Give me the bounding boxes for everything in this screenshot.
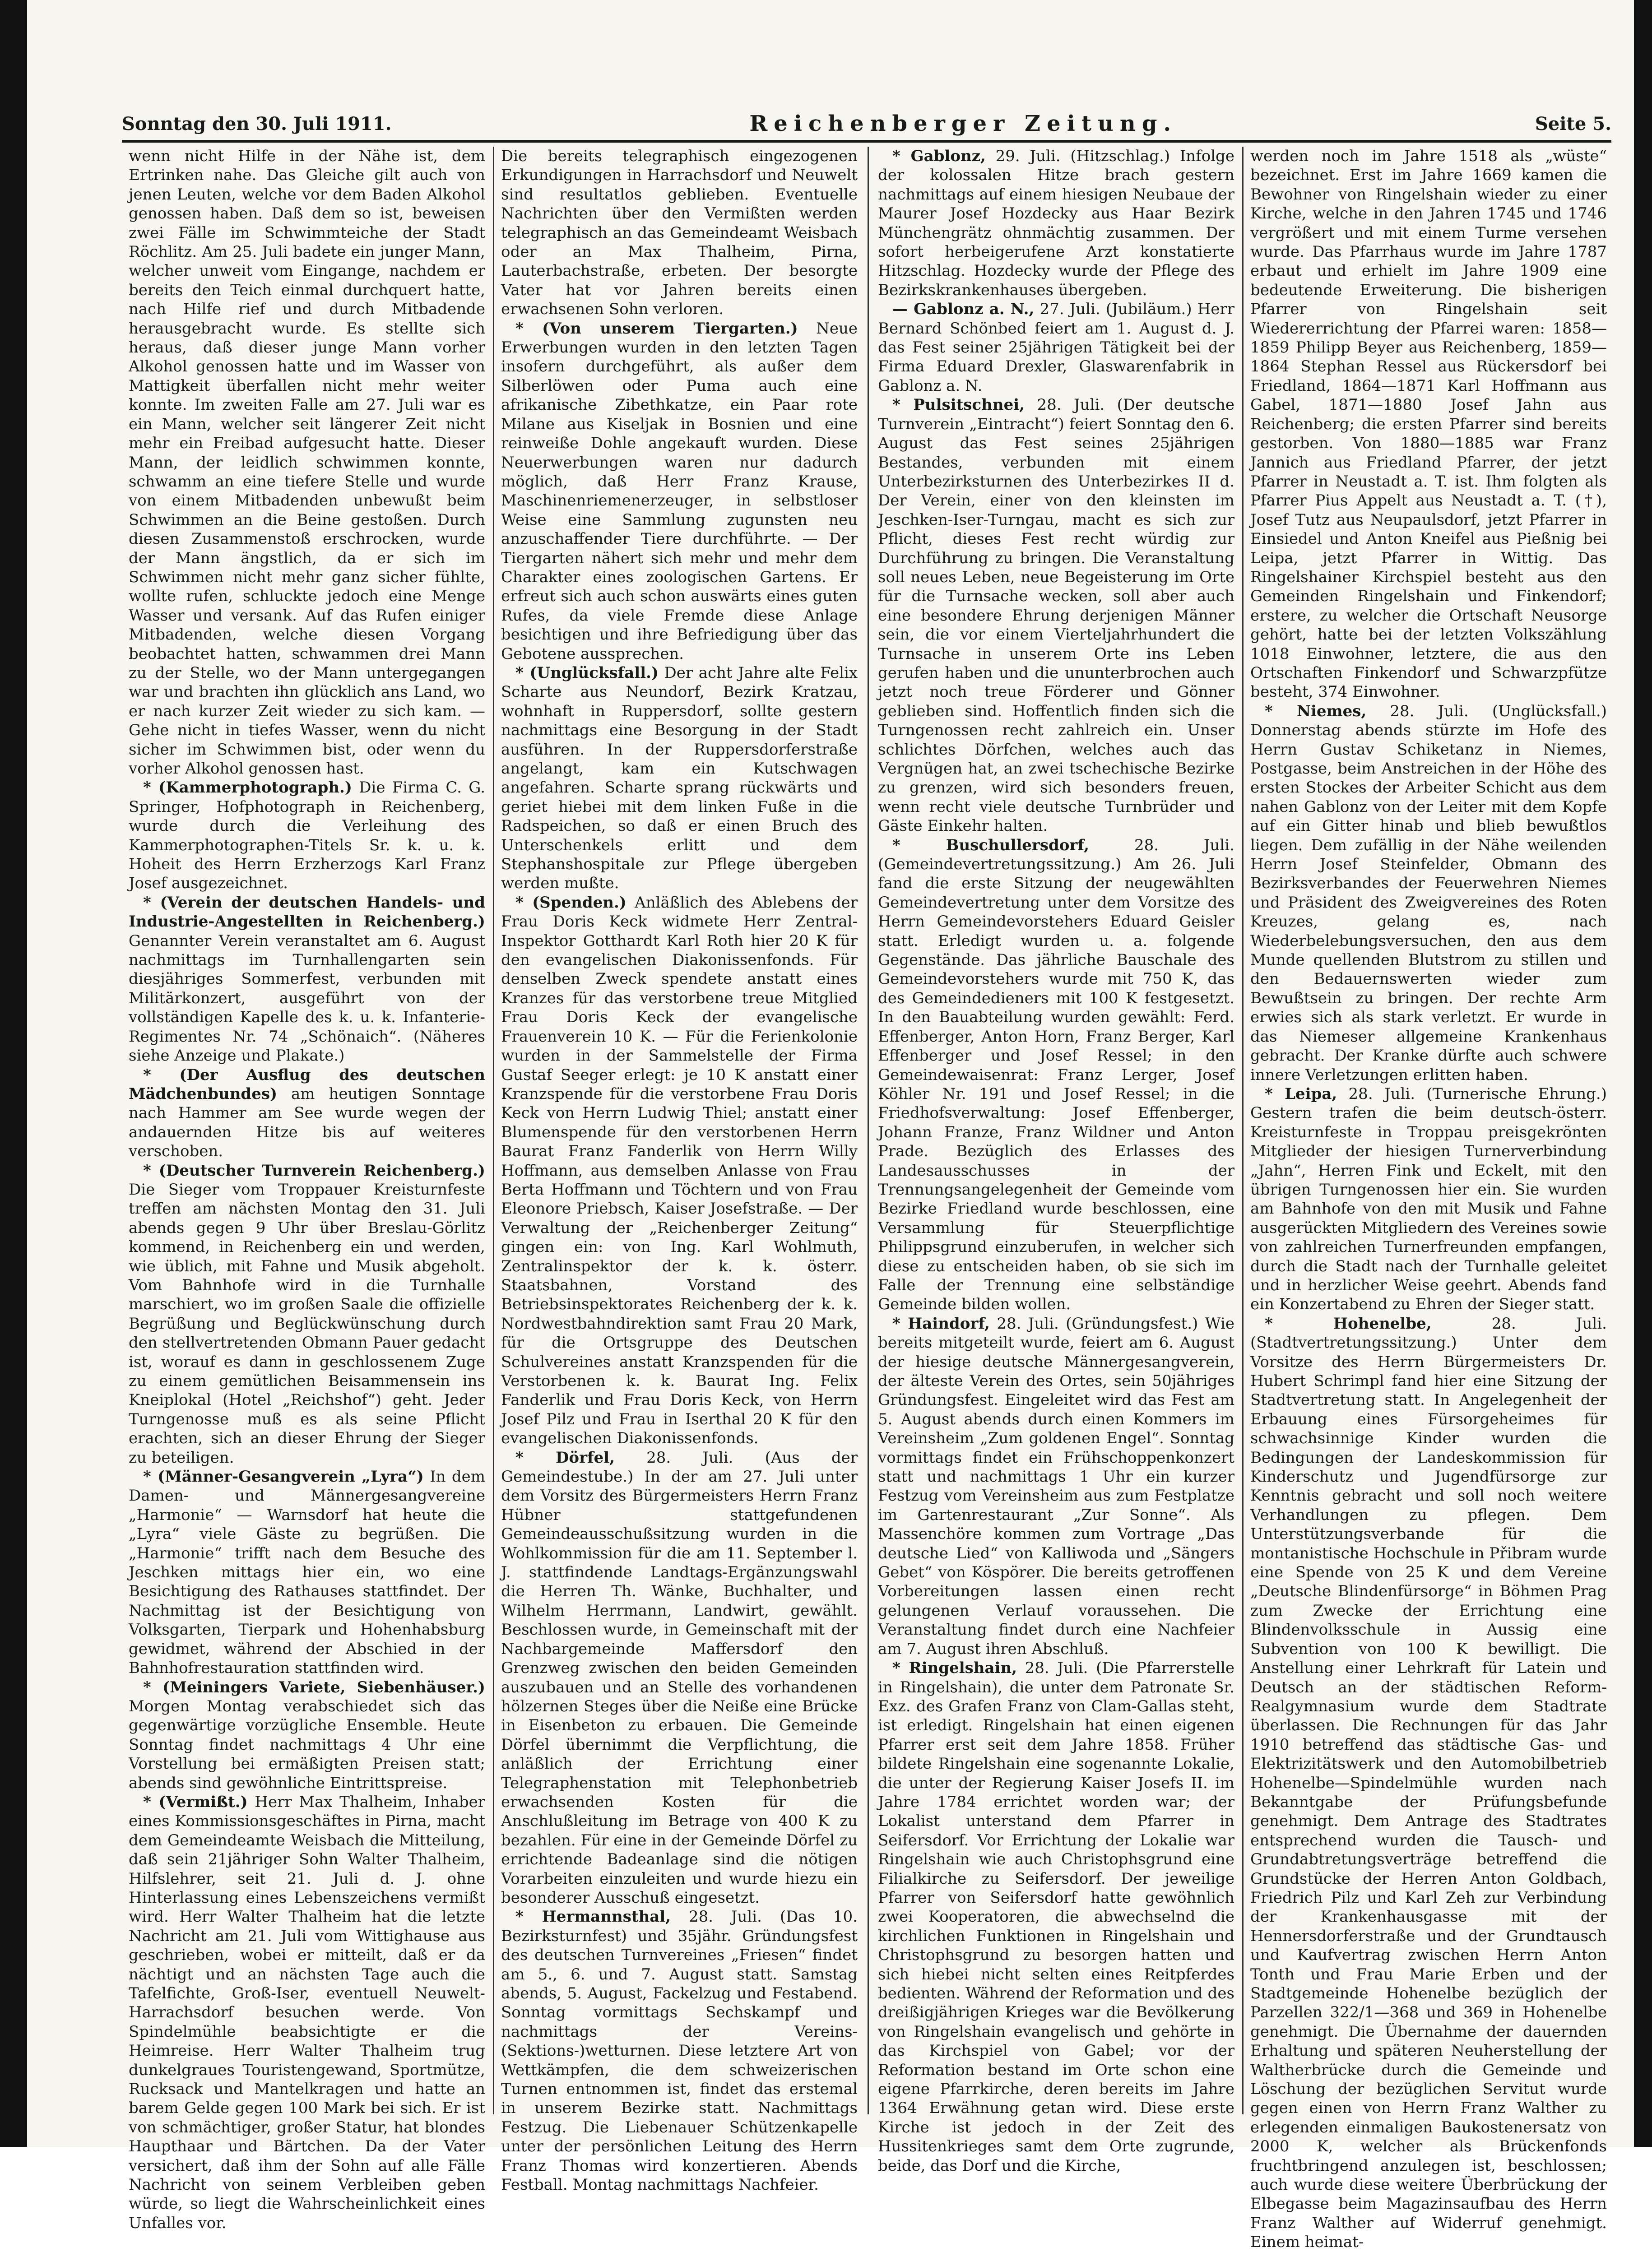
- news-item-body: 29. Juli. (Hitzschlag.) Infolge der kolossalen Hitze brach gestern nachmittags auf einem hiesigen Neubaue der Maurer Josef Hozdecky aus Haar Bezirk Münchengrätz ohnmächtig zusammen. Der sofort herbeigerufene Arzt konstatierte Hitzschlag. Hozdecky wurde der Pflege des Bezirkskrankenhauses übergeben.: [878, 147, 1235, 299]
- news-item: [129, 147, 485, 778]
- column-1: [129, 147, 485, 2232]
- scan-border-right: [1634, 0, 1652, 2147]
- news-item-body: 28. Juli. (Turnerische Ehrung.) Gestern trafen die beim deutsch-österr. Kreisturnfeste in Troppau preisgekrönten Mitglieder der hiesigen Turnerverbindung „Jahn“, Herren Fink und Eckelt, mit den übrigen Turngenossen hier ein. Sie wurden am Bahnhofe von den mit Musik und Fahne ausgerückten Mitgliedern des Vereines sowie von zahlreichen Turnerfreunden empfangen, durch die Stadt nach der Turnhalle geleitet und in herzlicher Weise geehrt. Abends fand ein Konzertabend zu Ehren der Sieger statt.: [1250, 1084, 1607, 1314]
- news-item-heading: * (Der Ausflug des deutschen Mädchenbundes): [129, 1066, 485, 1103]
- news-item: [501, 1448, 858, 1908]
- news-item: [129, 1793, 485, 2233]
- column-divider: [493, 147, 494, 2114]
- column-divider: [868, 147, 869, 2114]
- news-item-heading: * (Verein der deutschen Handels- und Industrie-Angestellten in Reichenberg.): [129, 893, 485, 931]
- news-item-heading: * Haindorf,: [892, 1314, 990, 1333]
- news-item-body: In dem Damen- und Männergesangvereine „Harmonie“ — Warnsdorf hat heute die „Lyra“ viele Gäste zu begrüßen. Die „Harmonie“ trifft nach dem Besuche des Jeschken mittags hier ein, wo eine Besichtigung des Rathauses stattfindet. Der Nachmittag ist der Besichtigung von Volksgarten, Tierpark und Hohenhabsburg gewidmet, während der Abschied in der Bahnhofrestauration stattfinden wird.: [129, 1468, 485, 1677]
- news-item-body: Die Sieger vom Troppauer Kreisturnfeste treffen am nächsten Montag den 31. Juli abends gegen 9 Uhr über Breslau-Görlitz kommend, in Reichenberg ein und werden, wie üblich, mit Fahne und Musik abgeholt. Vom Bahnhofe wird in die Turnhalle marschiert, wo im großen Saale die offizielle Begrüßung und Beglückwünschung durch den stellvertretenden Obmann Pauer gedacht ist, worauf es dann in geschlossenem Zuge zu einem gemütlichen Beisammensein ins Kneiplokal (Hotel „Reichshof“) geht. Jeder Turngenosse muß es als seine Pflicht erachten, sich an dieser Ehrung der Sieger zu beteiligen.: [129, 1180, 485, 1467]
- news-item-body: Neue Erwerbungen wurden in den letzten Tagen insofern durchgeführt, als außer dem Silberlöwen oder Puma auch eine afrikanische Zibethkatze, ein Paar rote Milane aus Kiseljak in Bosnien und eine reinweiße Dohle angekauft wurden. Diese Neuerwerbungen waren nur dadurch möglich, daß Herr Franz Krause, Maschinenriemenerzeuger, in selbstloser Weise eine Sammlung zugunsten neu anzuschaffender Tiere durchführte. — Der Tiergarten nähert sich mehr und mehr dem Charakter eines zoologischen Gartens. Er erfreut sich auch schon auswärts eines guten Rufes, da viele Fremde diese Anlage besichtigen und ihre Befriedigung über das Gebotene aussprechen.: [501, 319, 858, 663]
- news-item-heading: * Hermannsthal,: [515, 1908, 671, 1926]
- news-item: [129, 893, 485, 1066]
- news-item: [878, 395, 1234, 835]
- news-item-body: 28. Juli. (Der deutsche Turnverein „Eintracht“) feiert Sonntag den 6. August das Fest seines 25jährigen Bestandes, verbunden mit einem Unterbezirksturnen des Unterbezirkes II d. Der Verein, einer von den kleinsten im Jeschken-Iser-Turngau, macht es sich zur Pflicht, dieses Fest recht würdig zur Durchführung zu bringen. Die Veranstaltung soll neues Leben, neue Begeisterung im Orte für die Turnsache wecken, soll aber auch eine besondere Ehrung derjenigen Männer sein, die vor einem Vierteljahrhundert die Turnsache in unserem Orte ins Leben gerufen haben und die ununterbrochen auch jetzt noch treue Förderer und Gönner geblieben sind. Hoffentlich finden sich die Turngenossen recht zahlreich ein. Unser schlichtes Dörfchen, welches auch das Vergnügen hat, an zwei tschechische Bezirke zu grenzen, wird sich besonders freuen, wenn recht viele deutsche Turnbrüder und Gäste Einkehr halten.: [878, 396, 1234, 835]
- news-item-body: 28. Juli. (Stadtvertretungssitzung.) Unter dem Vorsitze des Herrn Bürgermeisters Dr. Hubert Schrimpl fand hier eine Sitzung der Stadtvertretung statt. In Angelegenheit der Erbauung eines Fürsorgeheimes für schwachsinnige Kinder wurden die Bedingungen der Landeskommission für Kinderschutz und Jugendfürsorge zur Kenntnis gebracht und soll noch weitere Verhandlungen zu pflegen. Dem Unterstützungsverbande für die montanistische Hochschule in Přibram wurde eine Spende von 25 K und dem Vereine „Deutsche Blindenfürsorge“ in Böhmen Prag zum Zwecke der Errichtung eine Blindenvolksschule in Aussig eine Subvention von 100 K bewilligt. Die Anstellung einer Lehrkraft für Latein und Deutsch an der städtischen Reform-Realgymnasium wurde dem Stadtrate überlassen. Die Rechnungen für das Jahr 1910 betreffend das städtische Gas- und Elektrizitätswerk und den Automobilbetrieb Hohenelbe—Spindelmühle wurden nach Bekanntgabe der Prüfungsbefunde genehmigt. Dem Antrage des Stadtrates entsprechend wurden die Tausch- und Grundabtretungsverträge betreffend die Grundstücke der Herren Anton Goldbach, Friedrich Pilz und Karl Zeh zur Verbindung der Krankenhausgasse mit der Hennersdorferstraße und der Grundtausch und Kaufvertrag zwischen Herrn Anton Tonth und Frau Marie Erben und der Stadtgemeinde Hohenelbe bezüglich der Parzellen 322/1—368 und 369 in Hohenelbe genehmigt. Die Übernahme der dauernden Erhaltung und späteren Neuherstellung der Waltherbrücke durch die Gemeinde und Löschung der bezüglichen Servitut wurde gegen einen von Herrn Franz Walther zu erlegenden einmaligen Baukostenersatz von 2000 K, welcher als Brückenfonds fruchtbringend anzulegen ist, beschlossen; auch wurde diese weitere Überbrückung der Elbegasse beim Magazinsaufbau des Herrn Franz Walther auf Widerruf genehmigt. Einem heimat-: [1250, 1314, 1607, 2252]
- news-item: [129, 1678, 485, 1793]
- news-item-body: Anläßlich des Ablebens der Frau Doris Keck widmete Herr Zentral-Inspektor Gotthardt Karl Roth hier 20 K für den evangelischen Diakonissenfonds. Für denselben Zweck spendete anstatt eines Kranzes für das verstorbene treue Mitglied Frau Doris Keck der evangelische Frauenverein 10 K. — Für die Ferienkolonie wurden in der Sammelstelle der Firma Gustaf Seeger erlegt: je 10 K anstatt einer Kranzspende für die verstorbene Frau Doris Keck von Herrn Ludwig Thiel; anstatt einer Blumenspende für den verstorbenen Herrn Baurat Franz Fanderlik von Herrn Willy Hoffmann, aus demselben Anlasse von Frau Berta Hoffmann und Töchtern und von Frau Eleonore Priebsch, Kaiser Josefstraße. — Der Verwaltung der „Reichenberger Zeitung“ gingen ein: von Ing. Karl Wohlmuth, Zentralinspektor der k. k. österr. Staatsbahnen, Vorstand des Betriebsinspektorates Reichenberg der k. k. Nordwestbahndirektion samt Frau 20 Mark, für die Ortsgruppe des Deutschen Schulvereines anstatt Kranzspenden für die Verstorbenen k. k. Baurat Ing. Felix Fanderlik und Frau Doris Keck, von Herrn Josef Pilz und Frau in Iserthal 20 K für den evangelischen Diakonissenfonds.: [501, 893, 858, 1448]
- column-divider: [1242, 147, 1244, 2114]
- news-item-body: Die bereits telegraphisch eingezogenen Erkundigungen in Harrachsdorf und Neuwelt sind resultatlos geblieben. Eventuelle Nachrichten über den Vermißten werden telegraphisch an das Gemeindeamt Weisbach oder an Max Thalheim, Pirna, Lauterbachstraße, erbeten. Der besorgte Vater hat vor Jahren bereits einen erwachsenen Sohn verloren.: [501, 147, 858, 319]
- news-item: [878, 1314, 1234, 1659]
- news-item: [1250, 147, 1607, 702]
- news-item-heading: * (Kammerphotograph.): [143, 778, 352, 797]
- newspaper-title: Reichenberger Zeitung.: [749, 111, 1178, 136]
- news-item: [878, 1659, 1234, 2175]
- news-item: [129, 1161, 485, 1468]
- column-2: [501, 147, 858, 2194]
- news-item: [1250, 1084, 1607, 1314]
- news-item: [1250, 702, 1607, 1084]
- news-item: [501, 893, 858, 1448]
- news-item-body: Morgen Montag verabschiedet sich das gegenwärtige vorzügliche Ensemble. Heute Sonntag findet nachmittags 4 Uhr eine Vorstellung bei ermäßigten Preisen statt; abends sind gewöhnliche Eintrittspreise.: [129, 1697, 485, 1792]
- news-item-body: werden noch im Jahre 1518 als „wüste“ bezeichnet. Erst im Jahre 1669 kamen die Bewohner von Ringelshain wieder zu einer Kirche, welche in den Jahren 1745 und 1746 vergrößert und mit einem Turme versehen wurde. Das Pfarrhaus wurde im Jahre 1787 erbaut und erhielt im Jahre 1909 eine bedeutende Erweiterung. Die bisherigen Pfarrer von Ringelshain seit Wiedererrichtung der Pfarrei waren: 1858—1859 Philipp Beyer aus Reichenberg, 1859—1864 Stephan Ressel aus Rückersdorf bei Friedland, 1864—1871 Karl Hoffmann aus Gabel, 1871—1880 Josef Jahn aus Reichenberg; die ersten Pfarrer sind bereits gestorben. Von 1880—1885 war Franz Jannich aus Friedland Pfarrer, der jetzt Pfarrer in Neustadt a. T. ist. Ihm folgten als Pfarrer Pius Appelt aus Neustadt a. T. (†), Josef Tutz aus Neupaulsdorf, jetzt Pfarrer in Einsiedel und Anton Kneifel aus Pießnig bei Leipa, jetzt Pfarrer in Wittig. Das Ringelshainer Kirchspiel besteht aus den Gemeinden Ringelshain und Finkendorf; erstere, zu welcher die Ortschaft Neusorge gehört, hatte bei der letzten Volkszählung 1018 Einwohner, letztere, die aus den Ortschaften Finkendorf und Schwarzpfütze besteht, 374 Einwohner.: [1250, 147, 1607, 701]
- news-item: [129, 778, 485, 893]
- news-item-body: 28. Juli. (Unglücksfall.) Donnerstag abends stürzte im Hofe des Herrn Gustav Schiketanz in Niemes, Postgasse, beim Anstreichen in der Höhe des ersten Stockes der Arbeiter Schicht aus dem nahen Gablonz von der Leiter mit dem Kopfe auf ein Gitter hinab und blieb bewußtlos liegen. Dem zufällig in der Nähe weilenden Herrn Josef Steinfelder, Obmann des Bezirksverbandes der Feuerwehren Niemes und Präsident des Zweigvereines des Roten Kreuzes, gelang es, nach Wiederbelebungsversuchen, den aus dem Munde quellenden Blutstrom zu stillen und den Bedauernswerten wieder zum Bewußtsein zu bringen. Der rechte Arm erwies sich als stark verletzt. Er wurde in das Niemeser allgemeine Krankenhaus gebracht. Der Kranke dürfte auch schwere innere Verletzungen erlitten haben.: [1250, 702, 1607, 1084]
- news-item: [878, 836, 1234, 1314]
- news-item-heading: * (Unglücksfall.): [515, 663, 659, 682]
- scan-border-left: [0, 0, 27, 2147]
- news-item: [1250, 1314, 1607, 2252]
- news-item-heading: — Gablonz a. N.,: [892, 300, 1035, 319]
- news-item-heading: * Ringelshain,: [892, 1659, 1017, 1677]
- news-item-heading: * (Von unserem Tiergarten.): [515, 319, 798, 338]
- column-4: [1250, 147, 1607, 2252]
- news-item-body: Genannter Verein veranstaltet am 6. August nachmittags im Turnhallengarten sein diesjähriges Sommerfest, verbunden mit Militärkonzert, ausgeführt von der vollständigen Kapelle des k. u. k. Infanterie-Regimentes Nr. 74 „Schönaich“. (Näheres siehe Anzeige und Plakate.): [129, 931, 485, 1065]
- news-item-body: Die Firma C. G. Springer, Hofphotograph in Reichenberg, wurde durch die Verleihung des Kammerphotographen-Titels Sr. k. u. k. Hoheit des Herrn Erzherzogs Karl Franz Josef ausgezeichnet.: [129, 778, 485, 893]
- news-item: [878, 147, 1234, 300]
- news-item-heading: * Buschullersdorf,: [892, 836, 1090, 854]
- news-item-body: 28. Juli. (Gemeindevertretungssitzung.) Am 26. Juli fand die erste Sitzung der neugewählten Gemeindevertretung unter dem Vorsitze des Herrn Gemeindevorstehers Eduard Geisler statt. Erledigt wurden u. a. folgende Gegenstände. Das jährliche Bauschale des Gemeindevorstehers wurde mit 750 K, das des Gemeindedieners mit 100 K festgesetzt. In den Bauabteilung wurden gewählt: Ferd. Effenberger, Anton Horn, Franz Berger, Karl Effenberger und Josef Ressel; in den Gemeindewaisenrat: Franz Lerger, Josef Köhler Nr. 191 und Josef Ressel; in die Friedhofsverwaltung: Josef Effenberger, Johann Franze, Franz Wildner und Anton Prade. Bezüglich des Erlasses des Landesausschusses in der Trennungsangelegenheit der Gemeinde vom Bezirke Friedland wurde beschlossen, eine Versammlung für Steuerpflichtige Philippsgrund einzuberufen, in welcher sich diese zu entscheiden haben, ob sie sich im Falle der Trennung eine selbständige Gemeinde bilden wollen.: [878, 836, 1234, 1314]
- news-item-heading: * (Männer-Gesangverein „Lyra“): [143, 1468, 424, 1486]
- news-item: [878, 300, 1234, 395]
- news-item: [129, 1066, 485, 1161]
- news-item-heading: * Gablonz,: [892, 147, 986, 165]
- news-item-body: 27. Juli. (Jubiläum.) Herr Bernard Schönbed feiert am 1. August d. J. das Fest seiner 25jährigen Tätigkeit bei der Firma Eduard Drexler, Glaswarenfabrik in Gablonz a. N.: [878, 300, 1234, 395]
- news-item-heading: * (Deutscher Turnverein Reichenberg.): [143, 1161, 485, 1180]
- news-item-heading: * Leipa,: [1265, 1084, 1337, 1103]
- header-rule: [122, 140, 1611, 143]
- news-item: [501, 319, 858, 663]
- news-item: [501, 1907, 858, 2194]
- news-item-body: 28. Juli. (Die Pfarrerstelle in Ringelshain), die unter dem Patronate Sr. Exz. des Grafen Franz von Clam-Gallas steht, ist erledigt. Ringelshain hat einen eigenen Pfarrer erst seit dem Jahre 1858. Früher bildete Ringelshain eine sogenannte Lokalie, die unter der Regierung Kaiser Josefs II. im Jahre 1784 errichtet worden war; der Lokalist unterstand dem Pfarrer in Seifersdorf. Vor Errichtung der Lokalie war Ringelshain wie auch Christophsgrund eine Filialkirche zu Seifersdorf. Der jeweilige Pfarrer von Seifersdorf hatte gewöhnlich zwei Kooperatoren, die abwechselnd die kirchlichen Funktionen in Ringelshain und Christophsgrund zu besorgen hatten und sich hiebei nicht selten eines Reitpferdes bedienten. Während der Reformation und des dreißigjährigen Krieges war die Bevölkerung von Ringelshain evangelisch und gehörte in das Kirchspiel von Gabel; vor der Reformation bestand im Orte schon eine eigene Pfarrkirche, deren bereits im Jahre 1364 Erwähnung getan wird. Diese erste Kirche ist jedoch in der Zeit des Hussitenkrieges samt dem Orte zugrunde, beide, das Dorf und die Kirche,: [878, 1659, 1234, 2175]
- news-item-body: 28. Juli. (Aus der Gemeindestube.) In der am 27. Juli unter dem Vorsitz des Bürgermeisters Herrn Franz Hübner stattgefundenen Gemeindeausschußsitzung wurden in die Wohlkommission für die am 11. September l. J. stattfindende Landtags-Ergänzungswahl die Herren Th. Wänke, Buchhalter, und Wilhelm Herrmann, Landwirt, gewählt. Beschlossen wurde, in Gemeinschaft mit der Nachbargemeinde Maffersdorf den Grenzweg zwischen den beiden Gemeinden auszubauen und an Stelle des vorhandenen hölzernen Steges über die Neiße eine Brücke in Eisenbeton zu erbauen. Die Gemeinde Dörfel übernimmt die Verpflichtung, die anläßlich der Errichtung einer Telegraphenstation mit Telephonbetrieb erwachsenden Kosten für die Anschlußleitung im Betrage von 400 K zu bezahlen. Für eine in der Gemeinde Dörfel zu errichtende Badeanlage sind die nötigen Vorarbeiten einzuleiten und wurde hiezu ein besonderer Ausschuß eingesetzt.: [501, 1448, 858, 1907]
- page-header: [122, 107, 1611, 140]
- page-number: Seite 5.: [1535, 113, 1611, 134]
- news-item-body: 28. Juli. (Gründungsfest.) Wie bereits mitgeteilt wurde, feiert am 6. August der hiesige deutsche Männergesangverein, der älteste Verein des Ortes, sein 50jähriges Gründungsfest. Eingeleitet wird das Fest am 5. August abends durch einen Kommers im Vereinsheim „Zum goldenen Engel“. Sonntag vormittags findet ein Frühschoppenkonzert statt und nachmittags 1 Uhr ein kurzer Festzug vom Vereinsheim aus zum Festplatze im Gartenrestaurant „Zur Sonne“. Als Massenchöre kommen zum Vortrage „Das deutsche Lied“ von Kalliwoda und „Sängers Gebet“ von Köspörer. Die bereits getroffenen Vorbereitungen lassen einen recht gelungenen Verlauf voraussehen. Die Veranstaltung findet durch eine Nachfeier am 7. August ihren Abschluß.: [878, 1314, 1234, 1658]
- column-3: [878, 147, 1235, 2175]
- news-item-heading: * (Meiningers Variete, Siebenhäuser.): [143, 1678, 485, 1696]
- news-item-heading: * Dörfel,: [515, 1448, 615, 1467]
- news-item-heading: * (Spenden.): [515, 893, 626, 912]
- news-item: [501, 147, 858, 319]
- news-item: [501, 663, 858, 893]
- news-item-heading: * Pulsitschnei,: [892, 396, 1025, 414]
- news-item-body: wenn nicht Hilfe in der Nähe ist, dem Ertrinken nahe. Das Gleiche gilt auch von jenen Leuten, welche vor dem Baden Alkohol genossen haben. Daß dem so ist, beweisen zwei Fälle im Schwimmteiche der Stadt Röchlitz. Am 25. Juli badete ein junger Mann, welcher unweit vom Eingange, nachdem er bereits den Teich einmal durchquert hatte, nach Hilfe rief und durch Mitbadende herausgebracht wurde. Es stellte sich heraus, daß dieser junge Mann vorher Alkohol genossen hatte und im Wasser von Mattigkeit überfallen nicht mehr weiter konnte. Im zweiten Falle am 27. Juli war es ein Mann, welcher seit längerer Zeit nicht mehr ein Freibad aufgesucht hatte. Dieser Mann, der leidlich schwimmen konnte, schwamm an eine tiefere Stelle und wurde von einem Mitbadenden unbewußt beim Schwimmen an die Beine gestoßen. Durch diesen Zusammenstoß erschrocken, wurde der Mann ängstlich, da er sich im Schwimmen nicht mehr ganz sicher fühlte, wollte rufen, schluckte jedoch eine Menge Wasser und versank. Auf das Rufen einiger Mitbadenden, welche diesen Vorgang beobachtet hatten, schwammen drei Mann zu der Stelle, wo der Mann untergegangen war und brachten ihn glücklich ans Land, wo er nach kurzer Zeit wieder zu sich kam. — Gehe nicht in tiefes Wasser, wenn du nicht sicher im Schwimmen bist, oder wenn du vorher Alkohol genossen hast.: [129, 147, 485, 778]
- news-item: [129, 1467, 485, 1677]
- news-item-heading: * (Vermißt.): [143, 1793, 248, 1811]
- news-item-body: 28. Juli. (Das 10. Bezirksturnfest) und 35jähr. Gründungsfest des deutschen Turnvereines „Friesen“ findet am 5., 6. und 7. August statt. Samstag abends, 5. August, Fackelzug und Festabend. Sonntag vormittags Sechskampf und nachmittags der Vereins-(Sektions-)wetturnen. Diese letztere Art von Wettkämpfen, die dem schweizerischen Turnen entnommen ist, findet das erstemal in unserem Bezirke statt. Nachmittags Festzug. Die Liebenauer Schützenkapelle unter der persönlichen Leitung des Herrn Franz Thomas wird konzertieren. Abends Festball. Montag nachmittags Nachfeier.: [501, 1908, 858, 2194]
- header-date: Sonntag den 30. Juli 1911.: [122, 113, 392, 134]
- news-item-body: Herr Max Thalheim, Inhaber eines Kommissionsgeschäftes in Pirna, macht dem Gemeindeamte Weisbach die Mitteilung, daß sein 21jähriger Sohn Walter Thalheim, Hilfslehrer, seit 21. Juli d. J. ohne Hinterlassung eines Lebenszeichens vermißt wird. Herr Walter Thalheim hat die letzte Nachricht am 21. Juli vom Wittighause aus geschrieben, wobei er mitteilt, daß er da nächtigt und an nächsten Tage auch die Tafelfichte, Groß-Iser, eventuell Neuwelt-Harrachsdorf besuchen werde. Von Spindelmühle beabsichtigte er die Heimreise. Herr Walter Thalheim trug dunkelgraues Touristengewand, Sportmütze, Rucksack und Mantelkragen und hatte an barem Gelde gegen 100 Mark bei sich. Er ist von schmächtiger, großer Statur, hat blondes Haupthaar und Bärtchen. Da der Vater versichert, daß ihm der Sohn auf alle Fälle Nachricht von seinem Verbleiben geben würde, so liegt die Wahrscheinlichkeit eines Unfalles vor.: [129, 1793, 485, 2232]
- news-item-heading: * Hohenelbe,: [1265, 1314, 1432, 1333]
- news-item-heading: * Niemes,: [1265, 702, 1367, 720]
- news-item-body: am heutigen Sonntage nach Hammer am See wurde wegen der andauernden Hitze bis auf weiteres verschoben.: [129, 1084, 485, 1161]
- news-item-body: Der acht Jahre alte Felix Scharte aus Neundorf, Bezirk Kratzau, wohnhaft in Ruppersdorf, sollte gestern nachmittags eine Besorgung in der Stadt ausführen. In der Ruppersdorferstraße angelangt, kam ein Kutschwagen angefahren. Scharte sprang rückwärts und geriet hiebei mit dem linken Fuße in die Radspeichen, so daß er einen Bruch des Unterschenkels erlitt und dem Stephanshospitale zur Pflege übergeben werden mußte.: [501, 663, 858, 893]
